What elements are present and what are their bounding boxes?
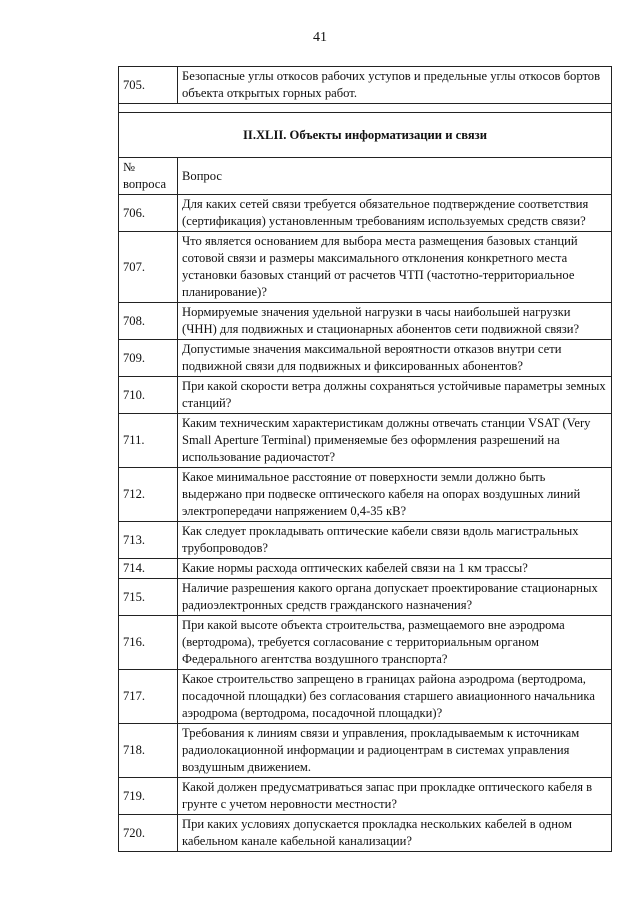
table-row [119,616,612,670]
question-text: Безопасные углы откосов рабочих уступов и предельные углы откосов бортов объекта открытых горных работ. [178,67,612,104]
table-row [119,579,612,616]
spacer-row [119,104,612,113]
table-row [119,468,612,522]
question-number: 711. [119,414,178,468]
question-text: Что является основанием для выбора места размещения базовых станций сотовой связи и размеры максимального отклонения конкретного места установки базовых станций от расчетов ЧТП (частотно-территориальное планирование)? [178,232,612,303]
question-number: 709. [119,340,178,377]
table-row [119,815,612,852]
question-number: 708. [119,303,178,340]
question-number: 705. [119,67,178,104]
table-row [119,195,612,232]
table-row [119,670,612,724]
question-text: Наличие разрешения какого органа допускает проектирование стационарных радиоэлектронных средств гражданского назначения? [178,579,612,616]
question-text: Допустимые значения максимальной вероятности отказов внутри сети подвижной связи для подвижных и фиксированных абонентов? [178,340,612,377]
questions-table [118,66,612,852]
column-header-number: № вопроса [119,158,178,195]
question-text: Какие нормы расхода оптических кабелей связи на 1 км трассы? [178,559,612,579]
question-number: 714. [119,559,178,579]
question-number: 715. [119,579,178,616]
question-number: 718. [119,724,178,778]
question-text: Для каких сетей связи требуется обязательное подтверждение соответствия (сертификация) установленным требованиям используемых средств связи? [178,195,612,232]
table-row [119,522,612,559]
question-number: 713. [119,522,178,559]
question-text: При какой высоте объекта строительства, размещаемого вне аэродрома (вертодрома), требуется согласование с территориальным органом Федерального агентства воздушного транспорта? [178,616,612,670]
question-number: 706. [119,195,178,232]
table-row [119,778,612,815]
table-row [119,67,612,104]
question-text: Какое минимальное расстояние от поверхности земли должно быть выдержано при подвеске оптического кабеля на опорах воздушных линий электропередачи напряжением 0,4-35 кВ? [178,468,612,522]
question-number: 716. [119,616,178,670]
column-header-question: Вопрос [178,158,612,195]
table-row [119,377,612,414]
question-text: Как следует прокладывать оптические кабели связи вдоль магистральных трубопроводов? [178,522,612,559]
question-text: Требования к линиям связи и управления, прокладываемым к источникам радиолокационной информации и радиоцентрам в системах управления воздушным движением. [178,724,612,778]
table-row [119,340,612,377]
question-number: 707. [119,232,178,303]
table-row [119,724,612,778]
table-row [119,303,612,340]
question-text: Какое строительство запрещено в границах района аэродрома (вертодрома, посадочной площадки) без согласования старшего авиационного начальника аэродрома (вертодрома, посадочной площадки)? [178,670,612,724]
question-number: 720. [119,815,178,852]
section-heading-row [119,113,612,158]
question-text: Какой должен предусматриваться запас при прокладке оптического кабеля в грунте с учетом неровности местности? [178,778,612,815]
question-text: При какой скорости ветра должны сохраняться устойчивые параметры земных станций? [178,377,612,414]
question-number: 719. [119,778,178,815]
question-number: 712. [119,468,178,522]
header-row [119,158,612,195]
question-number: 710. [119,377,178,414]
table-row [119,559,612,579]
table-row [119,232,612,303]
table-row [119,414,612,468]
question-text: Нормируемые значения удельной нагрузки в часы наибольшей нагрузки (ЧНН) для подвижных и стационарных абонентов сети подвижной связи? [178,303,612,340]
question-text: Каким техническим характеристикам должны отвечать станции VSAT (Very Small Aperture Terminal) применяемые без оформления разрешений на использование радиочастот? [178,414,612,468]
question-text: При каких условиях допускается прокладка нескольких кабелей в одном кабельном канале кабельной канализации? [178,815,612,852]
questions-body [119,195,612,852]
question-number: 717. [119,670,178,724]
section-title: II.XLII. Объекты информатизации и связи [119,113,612,158]
page-number: 41 [313,30,327,45]
